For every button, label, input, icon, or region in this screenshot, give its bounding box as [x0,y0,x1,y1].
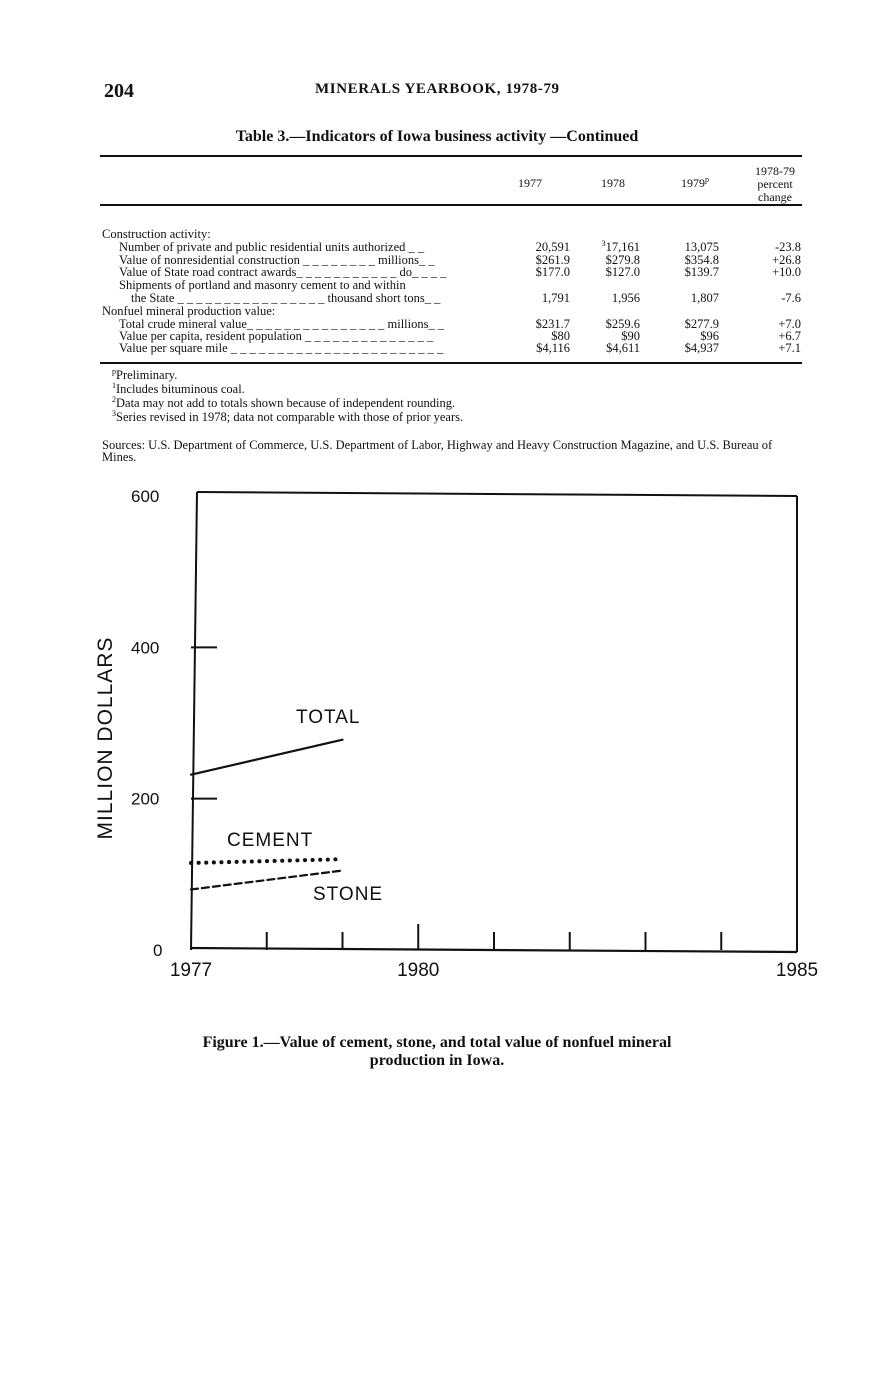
col-header-change-year: 1978-79 [755,164,795,178]
row-label-cont: the State _ _ _ _ _ _ _ _ _ _ _ _ _ _ _ _ thousand short tons_ _ [131,291,441,305]
series-label-cement: CEMENT [227,830,314,851]
y-tick-label: 200 [131,789,160,809]
y-tick-label: 600 [131,487,160,506]
cell-1979: 1,807 [690,291,719,305]
y-tick-label: 400 [131,638,160,658]
x-tick-label: 1980 [397,960,440,981]
section-nonfuel: Nonfuel mineral production value: [102,304,276,318]
plot-frame-top [197,492,797,496]
cell-change: -23.8 [774,240,801,254]
cell-1979: $277.9 [684,317,719,331]
cell-change: +7.1 [778,341,801,355]
footnote-mark: p [112,366,116,376]
footnote-mark: 3 [112,408,116,418]
row-label: Number of private and public residential units authorized _ _ [119,240,425,254]
cell-1979: 13,075 [684,240,719,254]
footnote-text: Includes bituminous coal. [116,382,245,396]
cell-change: +7.0 [778,317,801,331]
cell-1977: 20,591 [535,240,570,254]
cell-1978-value: 17,161 [605,240,640,254]
figure-caption [0,1034,874,1070]
cell-1978-footnote-ref: 3 [601,238,606,248]
figure-caption-line1: Figure 1.—Value of cement, stone, and total value of nonfuel mineral [202,1034,672,1051]
cell-1978: $279.8 [605,253,640,267]
cell-1977: $231.7 [535,317,570,331]
row-label: Value of nonresidential construction _ _ _ _ _ _ _ _ millions_ _ [119,253,435,267]
footnote-text: Preliminary. [116,368,178,382]
footnote-mark: 2 [112,394,116,404]
cell-1979: $139.7 [684,265,719,279]
figure-caption-line2: production in Iowa. [369,1052,505,1069]
cell-1977: $261.9 [535,253,570,267]
running-head: MINERALS YEARBOOK, 1978-79 [315,81,560,97]
series-line-total [191,740,343,775]
y-axis-label: MILLION DOLLARS [94,636,117,840]
section-construction: Construction activity: [102,227,211,241]
row-label: Shipments of portland and masonry cement to and within [119,278,406,292]
cell-1978: $4,611 [606,341,640,355]
col-header-1979-sup: p [705,175,709,184]
col-header-1978: 1978 [601,176,625,190]
series-line-cement [191,859,343,863]
cell-1979: $4,937 [684,341,719,355]
cell-1978: $259.6 [605,317,640,331]
col-header-1977: 1977 [518,176,542,190]
x-tick-label: 1985 [775,960,819,981]
cell-1977: 1,791 [541,291,570,305]
cell-change: +26.8 [772,253,801,267]
cell-change: -7.6 [781,291,801,305]
col-header-change-label: change [758,190,792,204]
y-axis-line [191,492,197,950]
series-label-total: TOTAL [296,707,361,728]
table-sources: Sources: U.S. Department of Commerce, U.S. Department of Labor, Highway and Heavy Construction Magazine, and U.S. Bureau of Mines. [102,438,773,464]
col-header-1979-year: 1979 [681,176,705,190]
row-label: Total crude mineral value_ _ _ _ _ _ _ _ _ _ _ _ _ _ _ millions_ _ [119,317,445,331]
cell-1977: $177.0 [535,265,570,279]
cell-change: +6.7 [778,329,801,343]
cell-1978: $127.0 [605,265,640,279]
row-label: Value per square mile _ _ _ _ _ _ _ _ _ _ _ _ _ _ _ _ _ _ _ _ _ _ _ [119,341,444,355]
footnote-text: Series revised in 1978; data not comparable with those of prior years. [116,410,464,424]
col-header-change-percent: percent [757,177,793,191]
page-number: 204 [104,80,134,102]
cell-1979: $354.8 [684,253,719,267]
cell-1978: 1,956 [611,291,640,305]
cell-1977: $80 [551,329,570,343]
series-label-stone: STONE [313,884,384,905]
cell-change: +10.0 [772,265,801,279]
y-tick-label: 0 [153,941,163,960]
footnote-mark: 1 [112,380,116,390]
cell-1979: $96 [700,329,719,343]
x-tick-label: 1977 [169,960,213,981]
footnote-text: Data may not add to totals shown because of independent rounding. [116,396,456,410]
row-label: Value per capita, resident population _ _ _ _ _ _ _ _ _ _ _ _ _ _ [119,329,434,343]
cell-1977: $4,116 [536,341,570,355]
cell-1978: $90 [621,329,640,343]
row-label: Value of State road contract awards_ _ _ _ _ _ _ _ _ _ _ do_ _ _ _ [119,265,447,279]
table-title: Table 3.—Indicators of Iowa business activity —Continued [235,128,639,145]
